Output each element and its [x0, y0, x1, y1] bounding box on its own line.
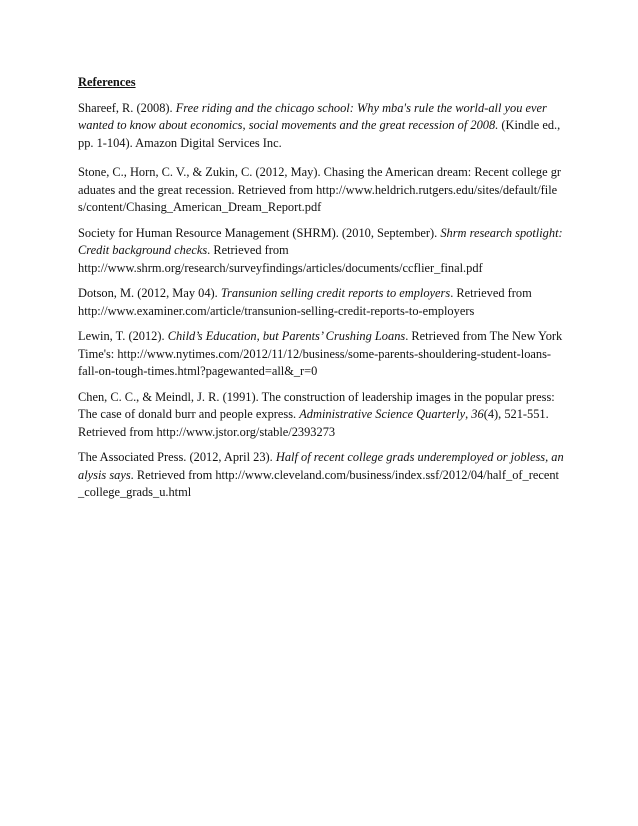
- reference-details: . Retrieved from The New York Time's:: [78, 329, 563, 361]
- reference-entry-dotson: [78, 285, 564, 320]
- reference-title: Transunion selling credit reports to employers: [220, 286, 451, 300]
- reference-url: http://www.examiner.com/article/transunion-selling-credit-reports-to-employers: [78, 303, 475, 318]
- reference-details: . Retrieved from: [450, 286, 532, 300]
- reference-author-date: Dotson, M. (2012, May 04).: [78, 286, 221, 300]
- reference-entry-shrm: [78, 225, 564, 278]
- references-heading: References: [78, 75, 136, 89]
- reference-details: (4), 521-551. Retrieved from: [78, 407, 549, 439]
- reference-author-date: The Associated Press. (2012, April 23).: [78, 450, 276, 464]
- reference-title: Shrm research spotlight: Credit background checks: [78, 225, 563, 257]
- reference-details: . Retrieved from: [130, 467, 216, 482]
- reference-text: Stone, C., Horn, C. V., & Zukin, C. (2012, May). Chasing the American dream: Recent college graduates and the great recession. Retrieved from: [78, 165, 562, 197]
- reference-volume: 36: [471, 407, 484, 421]
- reference-journal: Administrative Science Quarterly: [299, 407, 466, 421]
- reference-details: . Retrieved from: [207, 243, 289, 257]
- reference-entry-shareef: [78, 100, 564, 153]
- reference-separator: ,: [465, 407, 472, 421]
- reference-url: http://www.jstor.org/stable/2393273: [156, 424, 336, 439]
- reference-url: http://www.heldrich.rutgers.edu/sites/default/files/content/Chasing_American_Dream_Report.pdf: [78, 182, 558, 214]
- reference-entry-stone: [78, 164, 564, 217]
- reference-details: (Kindle ed., pp. 1-104). Amazon Digital Services Inc.: [78, 118, 561, 150]
- reference-title: Child’s Education, but Parents’ Crushing Loans: [167, 329, 406, 343]
- reference-title: Half of recent college grads underemployed or jobless, analysis says: [78, 450, 564, 482]
- document-page: [78, 74, 564, 510]
- reference-entry-lewin: [78, 328, 564, 381]
- reference-url: http://www.nytimes.com/2012/11/12/business/some-parents-shouldering-student-loans-fall-on-tough-times.html?pagewanted=all&_r=0: [78, 346, 552, 378]
- reference-text: Chen, C. C., & Meindl, J. R. (1991). The construction of leadership images in the popular press: The case of donald burr and people express.: [78, 389, 555, 421]
- reference-entry-chen: [78, 389, 564, 442]
- reference-entry-associated-press: [78, 449, 564, 502]
- reference-title: Free riding and the chicago school: Why mba's rule the world-all you ever wanted to know about economics, social movements and the great recession of 2008.: [78, 100, 547, 132]
- reference-author-date: Lewin, T. (2012).: [78, 329, 168, 343]
- reference-url: http://www.shrm.org/research/surveyfindings/articles/documents/ccflier_final.pdf: [78, 260, 483, 275]
- reference-author-date: Shareef, R. (2008).: [78, 100, 176, 115]
- reference-author-date: Society for Human Resource Management (SHRM). (2010, September).: [78, 225, 441, 240]
- reference-url: http://www.cleveland.com/business/index.ssf/2012/04/half_of_recent_college_grads_u.html: [78, 467, 559, 499]
